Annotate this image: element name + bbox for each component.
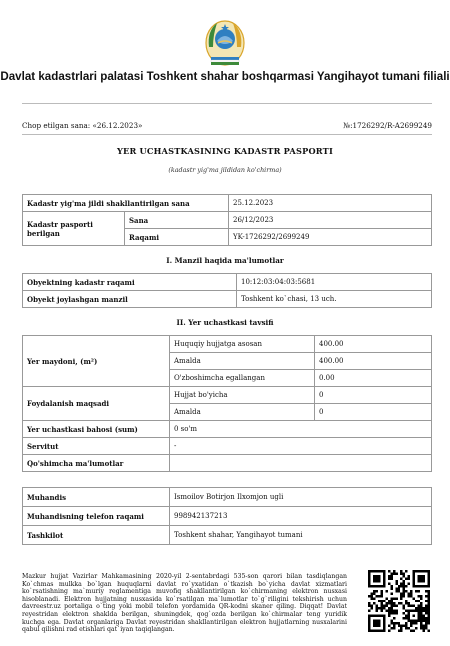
area-seized-label: O'zboshimcha egallangan xyxy=(170,370,315,387)
passport-number-value: YK-1726292/2699249 xyxy=(229,229,432,246)
issued-label: Kadastr pasporti berilgan xyxy=(23,212,125,246)
table-row xyxy=(23,212,432,229)
qr-code-icon[interactable] xyxy=(368,570,430,632)
purpose-label: Foydalanish maqsadi xyxy=(23,387,170,421)
area-actual-label: Amalda xyxy=(170,353,315,370)
purpose-document-value: 0 xyxy=(315,387,432,404)
document-number: №:1726292/R-A2699249 xyxy=(343,121,432,130)
area-legal-value: 400.00 xyxy=(315,336,432,353)
section-heading-description: II. Yer uchastkasi tavsifi xyxy=(176,318,274,327)
table-row xyxy=(23,526,432,545)
divider xyxy=(22,134,432,135)
area-seized-value: 0.00 xyxy=(315,370,432,387)
table-row xyxy=(23,507,432,526)
state-emblem-icon xyxy=(203,17,247,69)
engineer-value: Ismoilov Botirjon Ilxomjon ugli xyxy=(170,488,432,507)
servitut-value: - xyxy=(170,438,432,455)
table-row xyxy=(23,438,432,455)
servitut-label: Servitut xyxy=(23,438,170,455)
issue-date-value: 26/12/2023 xyxy=(229,212,432,229)
table-row xyxy=(23,488,432,507)
valuation-label: Yer uchastkasi bahosi (sum) xyxy=(23,421,170,438)
divider xyxy=(22,103,432,104)
table-row xyxy=(23,421,432,438)
valuation-value: 0 so'm xyxy=(170,421,432,438)
engineer-phone-value: 998942137213 xyxy=(170,507,432,526)
cadastral-number-label: Obyektning kadastr raqami xyxy=(23,274,237,291)
engineer-label: Muhandis xyxy=(23,488,170,507)
extra-info-label: Qo'shimcha ma'lumotlar xyxy=(23,455,170,472)
table-row xyxy=(23,387,432,404)
area-actual-value: 400.00 xyxy=(315,353,432,370)
section-heading-address: I. Manzil haqida ma'lumotlar xyxy=(166,256,284,265)
passport-number-label: Raqami xyxy=(125,229,229,246)
table-row xyxy=(23,274,432,291)
issue-date-label: Sana xyxy=(125,212,229,229)
table-row xyxy=(23,455,432,472)
folder-date-label: Kadastr yig'ma jildi shakllantirilgan sana xyxy=(23,195,229,212)
cadastral-number-value: 10:12:03:04:03:5681 xyxy=(237,274,432,291)
organization-value: Toshkent shahar, Yangihayot tumani xyxy=(170,526,432,545)
organization-label: Tashkilot xyxy=(23,526,170,545)
address-value: Toshkent ko`chasi, 13 uch. xyxy=(237,291,432,308)
engineer-phone-label: Muhandisning telefon raqami xyxy=(23,507,170,526)
extra-info-value xyxy=(170,455,432,472)
address-table xyxy=(22,273,432,308)
folder-date-value: 25.12.2023 xyxy=(229,195,432,212)
table-row xyxy=(23,291,432,308)
purpose-actual-value: 0 xyxy=(315,404,432,421)
description-table xyxy=(22,335,432,472)
area-label: Yer maydoni, (m²) xyxy=(23,336,170,387)
passport-table xyxy=(22,194,432,246)
document-title: YER UCHASTKASINING KADASTR PASPORTI xyxy=(117,146,333,156)
purpose-document-label: Hujjat bo'yicha xyxy=(170,387,315,404)
area-legal-label: Huquqiy hujjatga asosan xyxy=(170,336,315,353)
engineer-table xyxy=(22,487,432,545)
table-row xyxy=(23,195,432,212)
document-subtitle: (kadastr yig'ma jildidan ko'chirma) xyxy=(168,166,282,174)
purpose-actual-label: Amalda xyxy=(170,404,315,421)
legal-notice: Mazkur hujjat Vazirlar Mahkamasining 2020-yil 2-sentabrdagi 535-son qarori bilan tasdiqlangan Ko`chmas mulkka bo`lgan huquqlarni davlat ro`yxatidan o`tkazish bo`yicha davlat xizmatlari ko`rsatishning ma`muriy reglamentiga muvofiq shakllantirilgan ko`chirmaning elektron nusxasi hisoblanadi. Elektron hujjatning nusxasida ko`rsatilgan ma`lumotlar to`g`riligini tekshirish uchun davreestr.uz portaliga o`ting yoki mobil telefon yordamida QR-kodni skaner qiling. Diqqat! Davlat reyestridan elektron shaklda berilgan, shuningdek, qog`ozda berilgan ko`chirmalar teng yuridik kuchga ega. Davlat organlariga Davlat reyestridan shakllantirilgan elektron hujjatlarning nusxalarini qabul qilishni rad etishlari qat`iyan taqiqlangan. xyxy=(22,573,347,634)
print-date: Chop etilgan sana: «26.12.2023» xyxy=(22,121,143,130)
address-label: Obyekt joylashgan manzil xyxy=(23,291,237,308)
organization-title: Davlat kadastrlari palatasi Toshkent shahar boshqarmasi Yangihayot tumani filiali xyxy=(0,70,450,83)
table-row xyxy=(23,336,432,353)
